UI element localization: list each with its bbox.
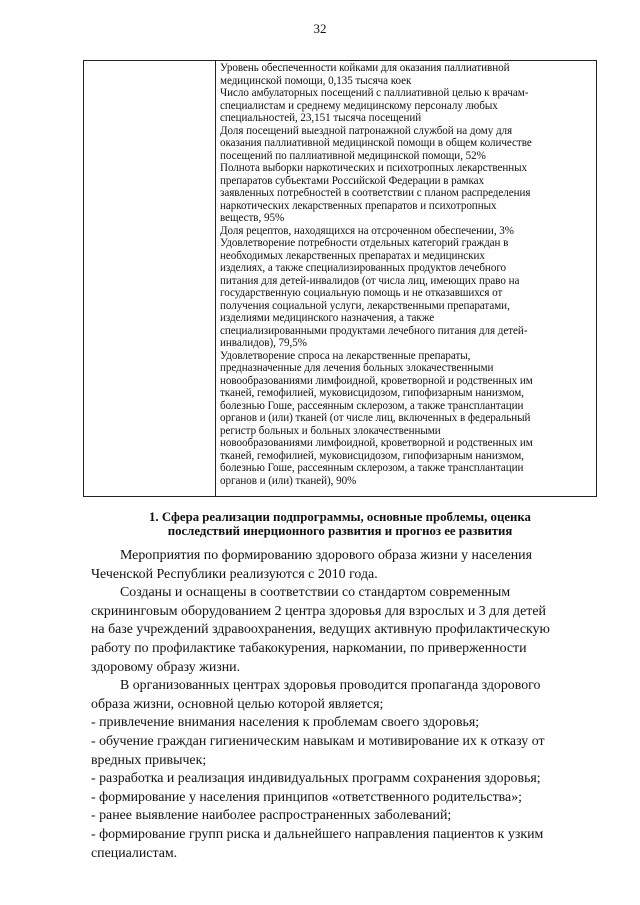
indicator-line: специализированными продуктами лечебного питания для детей- xyxy=(220,324,528,337)
indicator-line: Полнота выборки наркотических и психотропных лекарственных xyxy=(220,162,528,174)
list-item: специалистам. xyxy=(91,845,178,861)
indicator-line: государственную социальную помощь и не отказавшихся от xyxy=(220,287,503,299)
paragraph-line: здоровому образу жизни. xyxy=(91,659,241,675)
section-heading-line: 1. Сфера реализации подпрограммы, основные проблемы, оценка xyxy=(149,510,531,524)
indicator-line: Уровень обеспеченности койками для оказания паллиативной xyxy=(220,62,510,74)
indicator-line: органов и (или) тканей), 90% xyxy=(220,474,357,487)
indicator-line: наркотических лекарственных препаратов и психотропных xyxy=(220,199,497,212)
indicators-cell xyxy=(220,62,592,487)
indicator-line: препаратов субъектами Российской Федерации в рамках xyxy=(220,174,485,187)
indicator-line: Доля рецептов, находящихся на отсроченном обеспечении, 3% xyxy=(220,224,514,237)
paragraph-line: В организованных центрах здоровья проводится пропаганда здорового xyxy=(120,678,541,694)
indicator-line: изделиями медицинского назначения, а также xyxy=(220,312,435,324)
paragraph-line: работу по профилактике табакокурения, наркомании, по приверженности xyxy=(91,640,527,656)
indicator-line: регистр больных и больных злокачественными xyxy=(220,424,441,437)
list-item: - разработка и реализация индивидуальных программ сохранения здоровья; xyxy=(91,771,541,787)
list-item: - формирование у населения принципов «ответственного родительства»; xyxy=(91,789,523,805)
indicator-line: болезнью Гоше, рассеянным склерозом, а также трансплантации xyxy=(220,399,524,412)
paragraph-line: Чеченской Республики реализуются с 2010 года. xyxy=(91,566,378,582)
paragraph-line: образа жизни, основной целью которой является; xyxy=(91,696,384,712)
table-column-divider xyxy=(215,61,216,496)
indicator-line: Доля посещений выездной патронажной службой на дому для xyxy=(220,124,513,137)
indicator-line: предназначенные для лечения больных злокачественными xyxy=(220,362,494,374)
indicator-line: посещений по паллиативной медицинской помощи, 52% xyxy=(220,149,486,162)
indicator-line: веществ, 95% xyxy=(220,212,285,224)
indicator-line: Удовлетворение потребности отдельных категорий граждан в xyxy=(220,237,509,249)
indicator-line: специальностей, 23,151 тысяча посещений xyxy=(220,112,422,124)
list-item: - ранее выявление наиболее распространенных заболеваний; xyxy=(91,808,452,824)
indicator-line: органов и (или) тканей (от числе лиц, включенных в федеральный xyxy=(220,412,531,424)
indicator-line: Удовлетворение спроса на лекарственные препараты, xyxy=(220,349,471,362)
indicator-line: тканей, гемофилией, муковисцидозом, гипофизарным нанизмом, xyxy=(220,387,524,399)
section-heading-line: последствий инерционного развития и прогноз ее развития xyxy=(167,524,513,538)
indicator-line: инвалидов), 79,5% xyxy=(220,337,307,349)
indicator-line: специалистам и среднему медицинскому персоналу любых xyxy=(220,99,498,112)
body-text xyxy=(91,547,601,863)
indicator-line: Число амбулаторных посещений с паллиативной целью к врачам- xyxy=(220,87,529,99)
indicator-line: необходимых лекарственных препаратах и медицинских xyxy=(220,249,485,262)
indicator-line: оказания паллиативной медицинской помощи в общем количестве xyxy=(220,137,532,149)
indicator-line: изделиях, а также специализированных продуктов лечебного xyxy=(220,262,507,274)
list-item: - обучение граждан гигиеническим навыкам и мотивирование их к отказу от xyxy=(91,733,545,749)
paragraph-line: скрининговым оборудованием 2 центра здоровья для взрослых и 3 для детей xyxy=(91,603,546,619)
indicator-line: получения социальной услуги, лекарственными препаратами, xyxy=(220,299,510,312)
paragraph-line: на базе учреждений здравоохранения, ведущих активную профилактическую xyxy=(91,622,550,638)
paragraph-line: Мероприятия по формированию здорового образа жизни у населения xyxy=(120,548,532,563)
section-heading xyxy=(60,510,620,538)
indicator-line: болезнью Гоше, рассеянным склерозом, а также трансплантации xyxy=(220,462,524,474)
list-item: вредных привычек; xyxy=(91,752,207,768)
page-number: 32 xyxy=(313,21,327,36)
indicator-line: новообразованиями лимфоидной, кроветворной и родственных им xyxy=(220,374,533,387)
indicator-line: питания для детей-инвалидов (от числа лиц, имеющих право на xyxy=(220,274,520,287)
indicator-line: новообразованиями лимфоидной, кроветворной и родственных им xyxy=(220,437,533,449)
indicator-line: медицинской помощи, 0,135 тысяча коек xyxy=(220,74,412,87)
indicator-line: заявленных потребностей в соответствии с планом распределения xyxy=(220,187,531,199)
paragraph-line: Созданы и оснащены в соответствии со стандартом современным xyxy=(120,585,511,601)
list-item: - формирование групп риска и дальнейшего направления пациентов к узким xyxy=(91,826,544,842)
indicators-table xyxy=(83,60,597,497)
indicator-line: тканей, гемофилией, муковисцидозом, гипофизарным нанизмом, xyxy=(220,449,524,462)
list-item: - привлечение внимания населения к проблемам своего здоровья; xyxy=(91,715,480,731)
